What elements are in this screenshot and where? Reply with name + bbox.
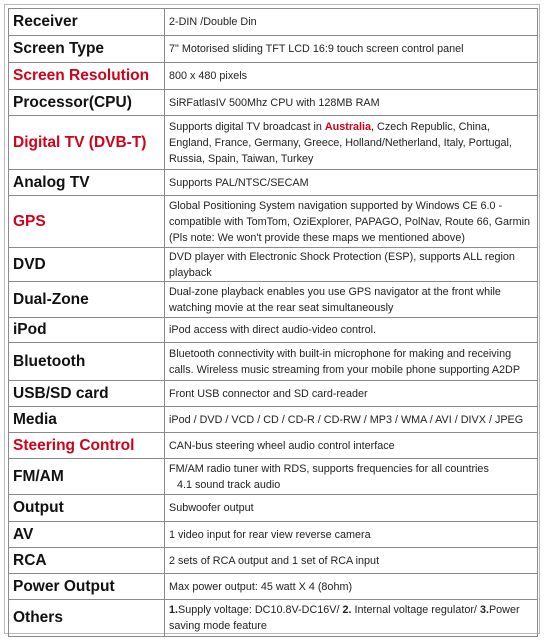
row-label: Analog TV xyxy=(9,170,165,196)
row-label: Power Output xyxy=(9,574,165,600)
table-row xyxy=(9,9,538,36)
row-value xyxy=(165,459,538,495)
table-row xyxy=(9,600,538,637)
table-row xyxy=(9,459,538,495)
table-row xyxy=(9,116,538,170)
row-label: Others xyxy=(9,600,165,637)
row-label: RCA xyxy=(9,548,165,574)
table-row xyxy=(9,522,538,548)
table-row xyxy=(9,548,538,574)
row-label: Screen Resolution xyxy=(9,63,165,90)
row-value: Max power output: 45 watt X 4 (8ohm) xyxy=(165,574,538,600)
row-label: AV xyxy=(9,522,165,548)
table-row xyxy=(9,248,538,282)
value-line: FM/AM radio tuner with RDS, supports frequencies for all countries xyxy=(169,462,489,475)
row-value: Front USB connector and SD card-reader xyxy=(165,381,538,407)
row-value xyxy=(165,600,538,637)
table-row xyxy=(9,318,538,343)
table-row xyxy=(9,407,538,433)
row-value: 7" Motorised sliding TFT LCD 16:9 touch screen control panel xyxy=(165,36,538,63)
row-label: FM/AM xyxy=(9,459,165,495)
table-row xyxy=(9,495,538,522)
row-label: Dual-Zone xyxy=(9,282,165,318)
row-value: 1 video input for rear view reverse camera xyxy=(165,522,538,548)
row-label: Output xyxy=(9,495,165,522)
list-number: 3. xyxy=(479,604,489,616)
table-row xyxy=(9,343,538,381)
value-text: Supply voltage: DC10.8V-DC16V/ xyxy=(178,604,343,616)
highlighted-country: Australia xyxy=(324,120,372,133)
table-row xyxy=(9,63,538,90)
table-row xyxy=(9,90,538,116)
row-value: 2-DIN /Double Din xyxy=(165,9,538,36)
row-label: USB/SD card xyxy=(9,381,165,407)
table-row xyxy=(9,574,538,600)
row-label: Steering Control xyxy=(9,433,165,459)
row-label: Screen Type xyxy=(9,36,165,63)
row-value: 2 sets of RCA output and 1 set of RCA input xyxy=(165,548,538,574)
row-value: SiRFatlasIV 500Mhz CPU with 128MB RAM xyxy=(165,90,538,116)
row-value: iPod / DVD / VCD / CD / CD-R / CD-RW / MP3 / WMA / AVI / DIVX / JPEG xyxy=(165,407,538,433)
row-value: CAN-bus steering wheel audio control interface xyxy=(165,433,538,459)
table-row xyxy=(9,196,538,248)
row-label: Receiver xyxy=(9,9,165,36)
row-label: iPod xyxy=(9,318,165,343)
list-number: 1. xyxy=(169,604,179,616)
table-row xyxy=(9,282,538,318)
table-row xyxy=(9,36,538,63)
row-value: Global Positioning System navigation supported by Windows CE 6.0 - compatible with TomTom, OziExplorer, PAPAGO, PolNav, Route 66, Garmin (Pls note: We won't provide these maps we mentioned above) xyxy=(165,196,538,248)
row-label: GPS xyxy=(9,196,165,248)
row-label: Digital TV (DVB-T) xyxy=(9,116,165,170)
row-label: Media xyxy=(9,407,165,433)
table-row xyxy=(9,433,538,459)
row-value: 800 x 480 pixels xyxy=(165,63,538,90)
value-line: 4.1 sound track audio xyxy=(177,478,281,491)
row-value: DVD player with Electronic Shock Protection (ESP), supports ALL region playback xyxy=(165,248,538,282)
row-label: Processor(CPU) xyxy=(9,90,165,116)
value-text: Internal voltage regulator/ xyxy=(351,604,480,616)
row-value: Bluetooth connectivity with built-in microphone for making and receiving calls. Wireless music streaming from your mobile phone supporting A2DP xyxy=(165,343,538,381)
spec-sheet-frame xyxy=(4,4,540,634)
row-value xyxy=(165,116,538,170)
row-value: Subwoofer output xyxy=(165,495,538,522)
row-value: Dual-zone playback enables you use GPS navigator at the front while watching movie at the rear seat simultaneously xyxy=(165,282,538,318)
specification-table xyxy=(8,8,538,637)
value-text: , Czech Republic, China, England, France, Germany, Greece, Holland/Netherland, Italy, Portugal, Russia, Spain, Taiwan, Turkey xyxy=(169,120,512,165)
row-label: DVD xyxy=(9,248,165,282)
list-number: 2. xyxy=(342,604,352,616)
table-row xyxy=(9,381,538,407)
value-text: Supports digital TV broadcast in xyxy=(169,120,325,133)
row-value: iPod access with direct audio-video control. xyxy=(165,318,538,343)
value-text: Power saving mode feature xyxy=(169,604,520,632)
row-label: Bluetooth xyxy=(9,343,165,381)
row-value: Supports PAL/NTSC/SECAM xyxy=(165,170,538,196)
table-row xyxy=(9,170,538,196)
